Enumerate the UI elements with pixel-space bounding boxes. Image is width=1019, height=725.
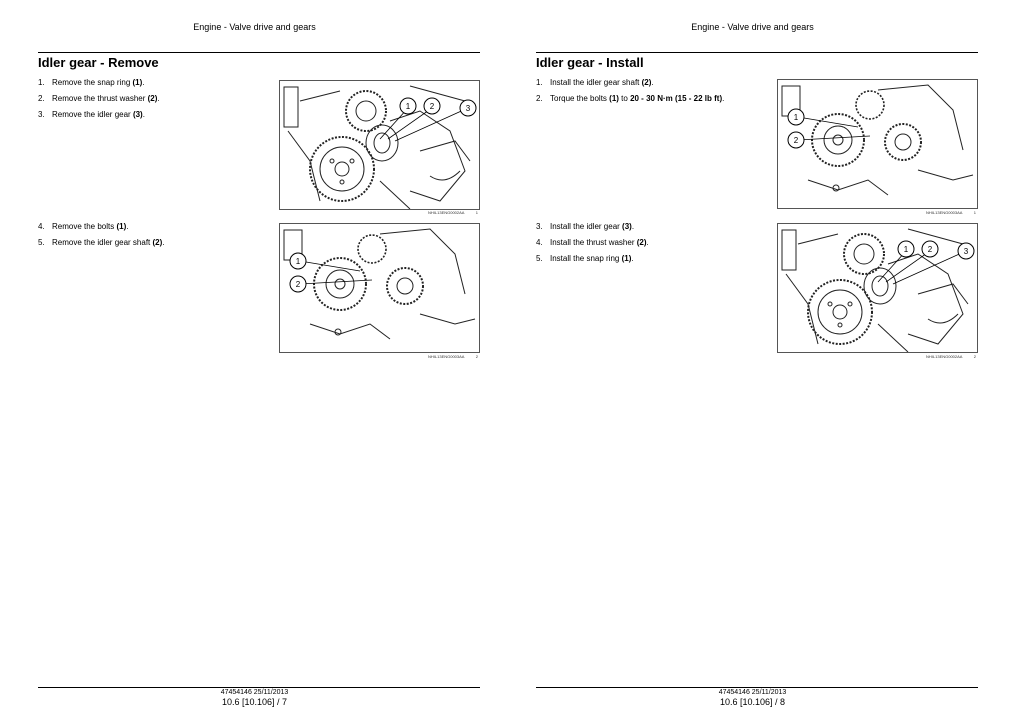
page-header: Engine - Valve drive and gears [193, 22, 316, 32]
page-header: Engine - Valve drive and gears [691, 22, 814, 32]
callout-label: 2 [793, 136, 799, 145]
callout-label: 2 [429, 102, 435, 111]
footer-page-number: 10.6 [10.106] / 7 [221, 697, 288, 707]
callout-label: 1 [793, 113, 799, 122]
figure-gear-install-2 [777, 223, 978, 353]
title-rule [536, 52, 978, 53]
footer-doc-number: 47454146 25/11/2013 [220, 689, 289, 696]
step-2: 2. Remove the thrust washer (2). [38, 94, 160, 103]
step-4: 4. Install the thrust washer (2). [536, 238, 649, 247]
step-2: 2. Torque the bolts (1) to 20 - 30 N·m (15 - 22 lb ft). [536, 94, 725, 103]
figure-gear-install-1 [777, 79, 978, 209]
callout-label: 2 [927, 245, 933, 254]
step-1: 1. Install the idler gear shaft (2). [536, 78, 654, 87]
section-title: Idler gear - Remove [38, 55, 159, 70]
title-rule [38, 52, 480, 53]
footer-doc-number: 47454146 25/11/2013 [718, 689, 787, 696]
left-page: Engine - Valve drive and gears Idler gear - Remove 1. Remove the snap ring (1). 2. Remove the thrust washer (2). 3. Remove the idler gear (3). 1 2 3 NHIL13ENG0002AA 1 4. Remove the bolts (1). 5. Remove the idler gear shaft (2). 1 2 NHIL13ENG0003AA 2 47454146 25/11/2013 10.6 [10.106] / 7 [0, 0, 509, 725]
step-1: 1. Remove the snap ring (1). [38, 78, 145, 87]
footer-rule [38, 687, 480, 688]
step-5: 5. Remove the idler gear shaft (2). [38, 238, 165, 247]
footer-rule [536, 687, 978, 688]
callout-label: 3 [963, 247, 969, 256]
figure-gear-removal-2 [279, 223, 480, 353]
callout-label: 1 [903, 245, 909, 254]
figure-gear-removal-1 [279, 80, 480, 210]
right-page: Engine - Valve drive and gears Idler gear - Install 1. Install the idler gear shaft (2). 2. Torque the bolts (1) to 20 - 30 N·m (15 - 22 lb ft). 1 2 NHIL13ENG0003AA 1 3. Install the idler gear (3). 4. Install the thrust washer (2). 5. Install the snap ring (1). 1 2 3 NHIL13ENG0002AA 2 47454146 25/11/2013 10.6 [10.106] / 8 [498, 0, 1007, 725]
footer-page-number: 10.6 [10.106] / 8 [719, 697, 786, 707]
callout-label: 3 [465, 104, 471, 113]
step-3: 3. Remove the idler gear (3). [38, 110, 145, 119]
callout-label: 1 [295, 257, 301, 266]
section-title: Idler gear - Install [536, 55, 644, 70]
step-3: 3. Install the idler gear (3). [536, 222, 635, 231]
callout-label: 1 [405, 102, 411, 111]
callout-label: 2 [295, 280, 301, 289]
step-5: 5. Install the snap ring (1). [536, 254, 634, 263]
step-4: 4. Remove the bolts (1). [38, 222, 129, 231]
